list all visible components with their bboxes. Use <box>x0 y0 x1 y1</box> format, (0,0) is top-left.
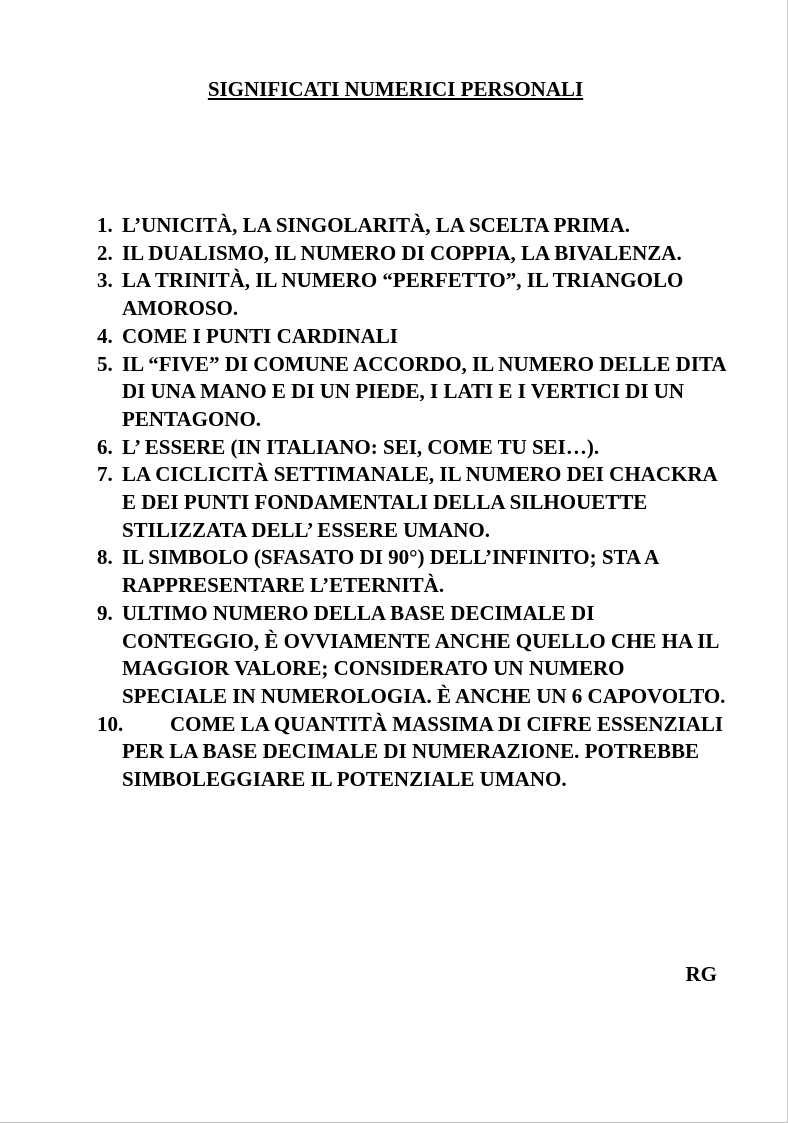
item-number: 3. <box>97 268 113 293</box>
item-number: 5. <box>97 351 113 376</box>
item-number: 2. <box>97 240 113 265</box>
list-item-6 <box>97 434 727 462</box>
item-text: COME LA QUANTITÀ MASSIMA DI CIFRE ESSENZIALI PER LA BASE DECIMALE DI NUMERAZIONE. POTREBBE SIMBOLEGGIARE IL POTENZIALE UMANO. <box>122 711 724 792</box>
item-text: L’ ESSERE (IN ITALIANO: SEI, COME TU SEI…). <box>122 434 600 459</box>
item-text: LA CICLICITÀ SETTIMANALE, IL NUMERO DEI CHACKRA E DEI PUNTI FONDAMENTALI DELLA SILHOUETTE STILIZZATA DELL’ ESSERE UMANO. <box>122 462 717 542</box>
item-text: IL DUALISMO, IL NUMERO DI COPPIA, LA BIVALENZA. <box>122 240 682 265</box>
item-text: LA TRINITÀ, IL NUMERO “PERFETTO”, IL TRIANGOLO AMOROSO. <box>122 268 684 321</box>
item-number: 8. <box>97 545 113 570</box>
item-number: 1. <box>97 213 113 237</box>
list-item-7 <box>97 461 727 544</box>
list-item-3 <box>97 267 727 322</box>
item-text: IL SIMBOLO (SFASATO DI 90°) DELL’INFINITO; STA A RAPPRESENTARE L’ETERNITÀ. <box>122 545 659 598</box>
item-text: IL “FIVE” DI COMUNE ACCORDO, IL NUMERO DELLE DITA DI UNA MANO E DI UN PIEDE, I LATI E I VERTICI DI UN PENTAGONO. <box>122 351 726 431</box>
list-item-9 <box>97 600 727 711</box>
list-item-10 <box>97 711 727 794</box>
meanings-list <box>97 212 727 794</box>
list-item-1 <box>97 212 727 240</box>
item-number: 4. <box>97 323 113 348</box>
item-number: 10. <box>97 711 124 736</box>
signature: RG <box>685 962 717 986</box>
item-number: 6. <box>97 434 113 459</box>
document-title: SIGNIFICATI NUMERICI PERSONALI <box>207 77 584 101</box>
item-text: ULTIMO NUMERO DELLA BASE DECIMALE DI CONTEGGIO, È OVVIAMENTE ANCHE QUELLO CHE HA IL MAGGIOR VALORE; CONSIDERATO UN NUMERO SPECIALE IN NUMEROLOGIA. È ANCHE UN 6 CAPOVOLTO. <box>122 600 726 708</box>
list-item-5 <box>97 351 727 434</box>
item-text: L’UNICITÀ, LA SINGOLARITÀ, LA SCELTA PRIMA. <box>122 213 631 237</box>
item-number: 9. <box>97 600 113 625</box>
item-text: COME I PUNTI CARDINALI <box>122 323 398 348</box>
list-item-4 <box>97 323 727 351</box>
list-item-2 <box>97 240 727 268</box>
list-item-8 <box>97 544 727 599</box>
item-number: 7. <box>97 462 113 487</box>
